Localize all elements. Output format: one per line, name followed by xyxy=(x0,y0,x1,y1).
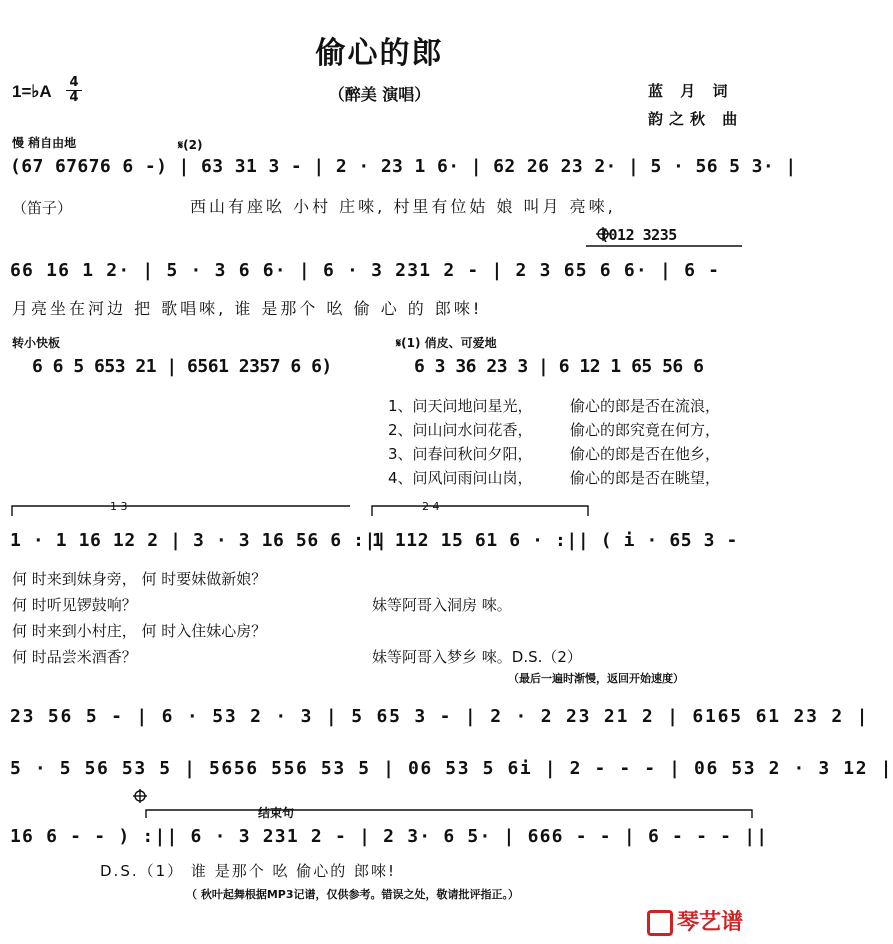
logo-text: 琴艺谱 xyxy=(676,910,743,935)
row3-right-notes: 6 3 36 23 3 | 6 12 1 65 56 6 xyxy=(414,356,704,377)
row4-right-notes: 1 112 15 61 6 · :|| ( i · 65 3 - xyxy=(372,530,738,551)
tempo-fast: 转小快板 xyxy=(12,336,61,350)
footer-note: （ 秋叶起舞根据MP3记谱，仅供参考。错误之处，敬请批评指正。） xyxy=(186,888,519,901)
segno-one-text: (1) 俏皮、可爱地 xyxy=(401,336,497,350)
row6-notes: 5 · 5 56 53 5 | 5656 556 53 5 | 06 53 5 6i | 2 - - - | 06 53 2 · 3 12 | xyxy=(10,758,893,779)
row3-notes: 6 6 5 653 21 | 6561 2357 6 6) xyxy=(32,356,332,377)
flute-note: （笛子） xyxy=(12,199,73,217)
ending-1-3-bracket xyxy=(12,506,350,516)
segno-icon: 𝄋 xyxy=(178,138,184,152)
row5-notes: 23 56 5 - | 6 · 53 2 · 3 | 5 65 3 - | 2 · 2 23 21 2 | 6165 61 23 2 | xyxy=(10,706,870,727)
performer-subtitle: （醉美 演唱） xyxy=(328,85,431,104)
verse-2: 2、问山问水问花香， xyxy=(388,421,533,439)
row7-notes: 16 6 - - ) :|| 6 · 3 231 2 - | 2 3· 6 5· | 666 - - | 6 - - - || xyxy=(10,826,769,847)
row1-lyric: 西山有座吆 小村 庄唻, 村里有位姑 娘 叫月 亮唻, xyxy=(190,197,616,216)
row4-lyric-2: 何 时听见锣鼓响？ xyxy=(12,596,137,614)
verse-4-b: 偷心的郎是否在眺望， xyxy=(570,469,721,487)
verse-1-b: 偷心的郎是否在流浪， xyxy=(570,397,721,415)
ending-2-4: 2 4 xyxy=(422,500,440,513)
lyricist-credit: 蓝 月 词 xyxy=(648,82,734,100)
last-time-note: （最后一遍时渐慢，返回开始速度） xyxy=(508,672,684,685)
verse-3-b: 偷心的郎是否在他乡， xyxy=(570,445,721,463)
verse-4: 4、问风问雨问山岗， xyxy=(388,469,533,487)
verse-3: 3、问春问秋问夕阳， xyxy=(388,445,533,463)
composer-credit: 韵之秋 曲 xyxy=(648,110,744,128)
row2-coda-notes: (012 3235 xyxy=(600,226,677,244)
song-title: 偷心的郎 xyxy=(315,36,444,71)
row7-lyric: D.S.（1） 谁 是那个 吆 偷心的 郎唻! xyxy=(100,862,397,880)
row2-lyric: 月亮坐在河边 把 歌唱唻, 谁 是那个 吆 偷 心 的 郎唻! xyxy=(12,299,483,318)
row4-lyric-1: 何 时来到妹身旁， 何 时要妹做新娘？ xyxy=(12,570,267,588)
ending-phrase-bracket xyxy=(146,810,752,818)
segno-two-text: (2) xyxy=(183,138,203,152)
tempo-intro: 慢 稍自由地 xyxy=(12,136,77,150)
ending-1-3: 1 3 xyxy=(110,500,128,513)
ending-2-4-bracket xyxy=(372,506,588,516)
row4-rlyric-2: 妹等阿哥入洞房 唻。 xyxy=(372,596,512,614)
segno-icon-2: 𝄋 xyxy=(396,336,402,350)
verse-1: 1、问天问地问星光， xyxy=(388,397,533,415)
key-signature: 1=♭A xyxy=(12,82,52,101)
row1-notes: (67 67676 6 -) | 63 31 3 - | 2 · 23 1 6· | 62 26 23 2· | 5 · 56 5 3· | xyxy=(10,156,797,177)
time-signature-top: 4 xyxy=(69,75,79,90)
time-signature-bottom: 4 xyxy=(66,90,82,105)
row4-rlyric-4: 妹等阿哥入梦乡 唻。D.S.（2） xyxy=(372,648,582,666)
ending-label: 结束句 xyxy=(258,806,295,820)
row2-notes: 66 16 1 2· | 5 · 3 6 6· | 6 · 3 231 2 - | 2 3 65 6 6· | 6 - xyxy=(10,260,721,281)
row4-lyric-4: 何 时品尝米酒香？ xyxy=(12,648,137,666)
row4-lyric-3: 何 时来到小村庄， 何 时入住妹心房？ xyxy=(12,622,267,640)
verse-2-b: 偷心的郎究竟在何方， xyxy=(570,421,721,439)
row4-notes: 1 · 1 16 12 2 | 3 · 3 16 56 6 :|| xyxy=(10,530,388,551)
